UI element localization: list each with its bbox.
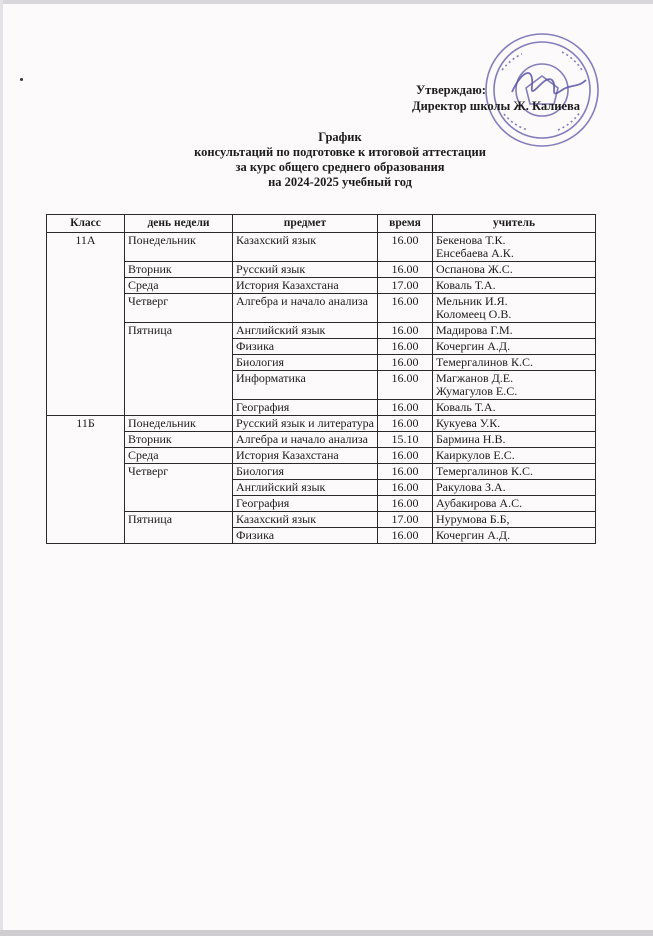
cell-subject: Физика (233, 528, 378, 544)
table-row (47, 432, 596, 448)
schedule-table (46, 214, 596, 544)
teacher-name: Бармина Н.В. (436, 432, 506, 446)
teacher-name: Мадирова Г.М. (436, 323, 513, 337)
cell-time: 17.00 (378, 278, 433, 294)
cell-teacher (433, 432, 596, 448)
cell-subject: География (233, 496, 378, 512)
scan-edge-left (0, 0, 3, 936)
cell-teacher (433, 464, 596, 480)
cell-teacher (433, 323, 596, 339)
cell-subject: Английский язык (233, 323, 378, 339)
teacher-name: Темергалинов К.С. (436, 355, 533, 369)
cell-time: 16.00 (378, 496, 433, 512)
table-row (47, 416, 596, 432)
cell-subject: История Казахстана (233, 278, 378, 294)
cell-teacher (433, 355, 596, 371)
cell-day: Среда (125, 448, 233, 464)
cell-teacher (433, 448, 596, 464)
teacher-name: Кочергин А.Д. (436, 528, 511, 542)
cell-time: 16.00 (378, 480, 433, 496)
cell-teacher (433, 480, 596, 496)
cell-subject: Русский язык и литература (233, 416, 378, 432)
cell-teacher (433, 294, 596, 323)
table-row (47, 464, 596, 480)
table-row (47, 323, 596, 339)
cell-subject: Физика (233, 339, 378, 355)
cell-time: 16.00 (378, 448, 433, 464)
cell-teacher (433, 262, 596, 278)
cell-day: Пятница (125, 512, 233, 544)
approval-line-1: Утверждаю: (416, 83, 486, 97)
cell-teacher (433, 233, 596, 262)
table-row (47, 294, 596, 323)
teacher-name: Коломеец О.В. (436, 307, 512, 321)
cell-teacher (433, 416, 596, 432)
teacher-name: Нурумова Б.Б, (436, 512, 510, 526)
cell-day: Четверг (125, 464, 233, 512)
cell-teacher (433, 371, 596, 400)
approval-line-2: Директор школы Ж. Калиева (412, 99, 581, 113)
cell-time: 16.00 (378, 323, 433, 339)
table-row (47, 448, 596, 464)
cell-time: 16.00 (378, 528, 433, 544)
cell-subject: Информатика (233, 371, 378, 400)
table-header-row (47, 215, 596, 233)
cell-day: Вторник (125, 432, 233, 448)
table-row (47, 512, 596, 528)
cell-time: 16.00 (378, 416, 433, 432)
teacher-name: Аубакирова А.С. (436, 496, 523, 510)
cell-day: Вторник (125, 262, 233, 278)
scan-edge-top (0, 0, 653, 4)
table-row (47, 233, 596, 262)
approval-block (412, 82, 612, 114)
cell-time: 16.00 (378, 294, 433, 323)
cell-time: 16.00 (378, 371, 433, 400)
teacher-name: Ракулова З.А. (436, 480, 506, 494)
cell-subject: Биология (233, 355, 378, 371)
cell-teacher (433, 528, 596, 544)
teacher-name: Мельник И.Я. (436, 294, 508, 308)
cell-subject: Биология (233, 464, 378, 480)
header-teacher: учитель (433, 215, 596, 233)
cell-subject: Алгебра и начало анализа (233, 432, 378, 448)
teacher-name: Коваль Т.А. (436, 400, 496, 414)
title-line-4: на 2024-2025 учебный год (268, 175, 412, 189)
cell-teacher (433, 496, 596, 512)
cell-time: 16.00 (378, 400, 433, 416)
teacher-name: Темергалинов К.С. (436, 464, 533, 478)
teacher-name: Каиркулов Е.С. (436, 448, 515, 462)
cell-time: 16.00 (378, 464, 433, 480)
cell-subject: Английский язык (233, 480, 378, 496)
cell-subject: География (233, 400, 378, 416)
cell-time: 16.00 (378, 233, 433, 262)
cell-time: 15.10 (378, 432, 433, 448)
teacher-name: Жумагулов Е.С. (436, 384, 518, 398)
cell-time: 16.00 (378, 262, 433, 278)
title-line-2: консультаций по подготовке к итоговой аттестации (194, 145, 486, 159)
cell-class: 11Б (47, 416, 125, 544)
cell-teacher (433, 339, 596, 355)
cell-subject: Казахский язык (233, 512, 378, 528)
cell-subject: Алгебра и начало анализа (233, 294, 378, 323)
table-row (47, 262, 596, 278)
cell-class: 11А (47, 233, 125, 416)
teacher-name: Кукуева У.К. (436, 416, 501, 430)
header-class: Класс (47, 215, 125, 233)
cell-subject: Русский язык (233, 262, 378, 278)
cell-teacher (433, 278, 596, 294)
teacher-name: Кочергин А.Д. (436, 339, 511, 353)
header-day: день недели (125, 215, 233, 233)
teacher-name: Магжанов Д.Е. (436, 371, 514, 385)
title-line-1: График (318, 130, 362, 144)
teacher-name: Бекенова Т.К. (436, 233, 506, 247)
table-row (47, 278, 596, 294)
title-line-3: за курс общего среднего образования (235, 160, 445, 174)
teacher-name: Оспанова Ж.С. (436, 262, 513, 276)
cell-day: Понедельник (125, 416, 233, 432)
teacher-name: Енсебаева А.К. (436, 246, 514, 260)
cell-day: Четверг (125, 294, 233, 323)
cell-time: 16.00 (378, 355, 433, 371)
cell-time: 16.00 (378, 339, 433, 355)
cell-day: Среда (125, 278, 233, 294)
scan-edge-bottom (0, 930, 653, 936)
scan-speck (20, 78, 23, 81)
cell-subject: Казахский язык (233, 233, 378, 262)
cell-teacher (433, 400, 596, 416)
teacher-name: Коваль Т.А. (436, 278, 496, 292)
cell-day: Пятница (125, 323, 233, 416)
header-time: время (378, 215, 433, 233)
cell-subject: История Казахстана (233, 448, 378, 464)
cell-time: 17.00 (378, 512, 433, 528)
header-subject: предмет (233, 215, 378, 233)
cell-teacher (433, 512, 596, 528)
cell-day: Понедельник (125, 233, 233, 262)
document-title (80, 130, 600, 190)
